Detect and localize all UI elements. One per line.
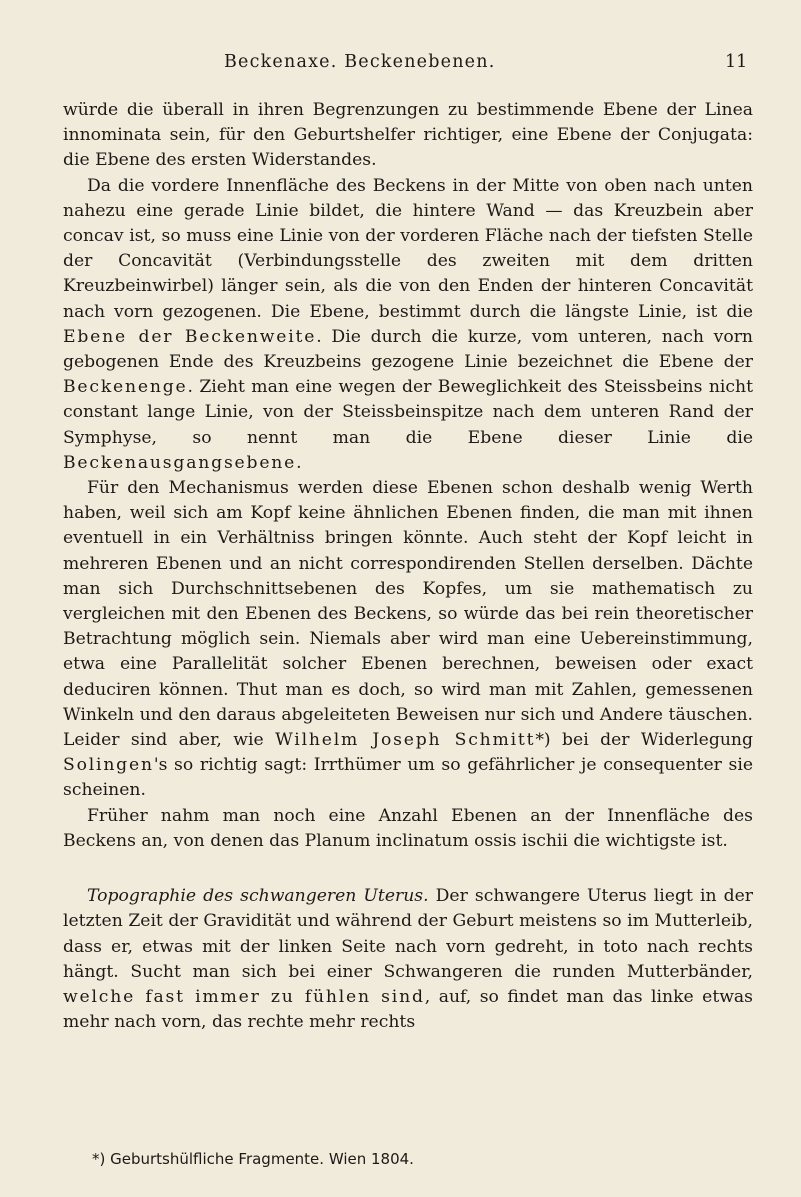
spaced-phrase: welche fast immer zu fühlen sind [63, 986, 425, 1007]
running-title: Beckenaxe. Beckenebenen. [224, 52, 496, 72]
spaced-term-beckenweite: Ebene der Beckenweite [63, 326, 317, 347]
spaced-name-schmitt: Wilhelm Joseph Schmitt [275, 730, 536, 751]
text-run: *) bei der Widerlegung [535, 730, 753, 751]
text-run: Der schwangere Uterus liegt in der letzten Zeit der Gravidität und während der Geburt meistens so im Mutterleib, dass er, etwas mit der linken Seite nach vorn gedreht, in toto nach rechts hängt. Sucht man sich bei einer Schwangeren die runden Mutterbänder, [63, 886, 753, 982]
spaced-term-beckenausgangsebene: Beckenausgangsebene [63, 452, 297, 473]
text-run: Da die vordere Innenfläche des Beckens in der Mitte von oben nach unten nahezu eine gerade Linie bildet, die hintere Wand — das Kreuzbein aber concav ist, so muss eine Linie von der vorderen Fläche nach der tiefsten Stelle der Concavität (Verbindungsstelle des zweiten mit dem dritten Kreuzbeinwirbel) länger sein, als die von den Enden der hinteren Concavität nach vorn gezogenen. Die Ebene, bestimmt durch die längste Linie, ist die [63, 175, 753, 322]
body-text [63, 98, 753, 1035]
running-header [0, 52, 801, 82]
text-run: Für den Mechanismus werden diese Ebenen schon deshalb wenig Werth haben, weil sich am Kopf keine ähnlichen Ebenen finden, die man mit ihnen eventuell in ein Verhältniss bringen könnte. Auch steht der Kopf leicht in mehreren Ebenen und an nicht correspondirenden Stellen derselben. Dächte man sich Durchschnittsebenen des Kopfes, um sie mathematisch zu vergleichen mit den Ebenen des Beckens, so würde das bei rein theoretischer Betrachtung möglich sein. Niemals aber wird man eine Uebereinstimmung, etwa eine Parallelität solcher Ebenen berechnen, beweisen oder exact deduciren können. Thut man es doch, so wird man mit Zahlen, gemessenen Winkeln und den daraus abgeleiteten Beweisen nur sich und Andere täuschen. Leider sind aber, wie [63, 478, 753, 751]
paragraph-1 [63, 98, 753, 174]
text-run: würde die überall in ihren Begrenzungen zu bestimmende Ebene der Linea innominata sein, für den Geburtshelfer richtiger, eine Ebene der Conjugata: die Ebene des ersten Widerstandes. [63, 100, 753, 171]
paragraph-4 [63, 804, 753, 854]
text-run: 's so richtig sagt: Irrthümer um so gefährlicher je consequenter sie scheinen. [63, 755, 753, 801]
text-run: Früher nahm man noch eine Anzahl Ebenen an der Innenfläche des Beckens an, von denen das Planum inclinatum ossis ischii die wichtigste ist. [63, 805, 753, 851]
paragraph-5 [63, 884, 753, 1035]
spaced-term-beckenenge: Beckenenge [63, 377, 188, 398]
text-run: . [296, 452, 302, 473]
section-gap [63, 854, 753, 884]
page-number: 11 [725, 52, 748, 72]
text-run: . Zieht man eine wegen der Beweglichkeit des Steissbeins nicht constant lange Linie, von der Steissbeinspitze nach dem unteren Rand der Symphyse, so nennt man die Ebene dieser Linie die [63, 377, 753, 448]
spaced-name-solingen: Solingen [63, 755, 154, 776]
footnote: *) Geburtshülfliche Fragmente. Wien 1804. [92, 1150, 414, 1168]
section-heading-italic: Topographie des schwangeren Uterus. [87, 886, 429, 907]
paragraph-2 [63, 174, 753, 476]
text-run: . Die durch die kurze, vom unteren, nach vorn gebogenen Ende des Kreuzbeins gezogene Linie bezeichnet die Ebene der [63, 326, 754, 373]
paragraph-3 [63, 476, 753, 804]
text-run: , auf, so findet man das linke etwas mehr nach vorn, das rechte mehr rechts [63, 986, 754, 1033]
